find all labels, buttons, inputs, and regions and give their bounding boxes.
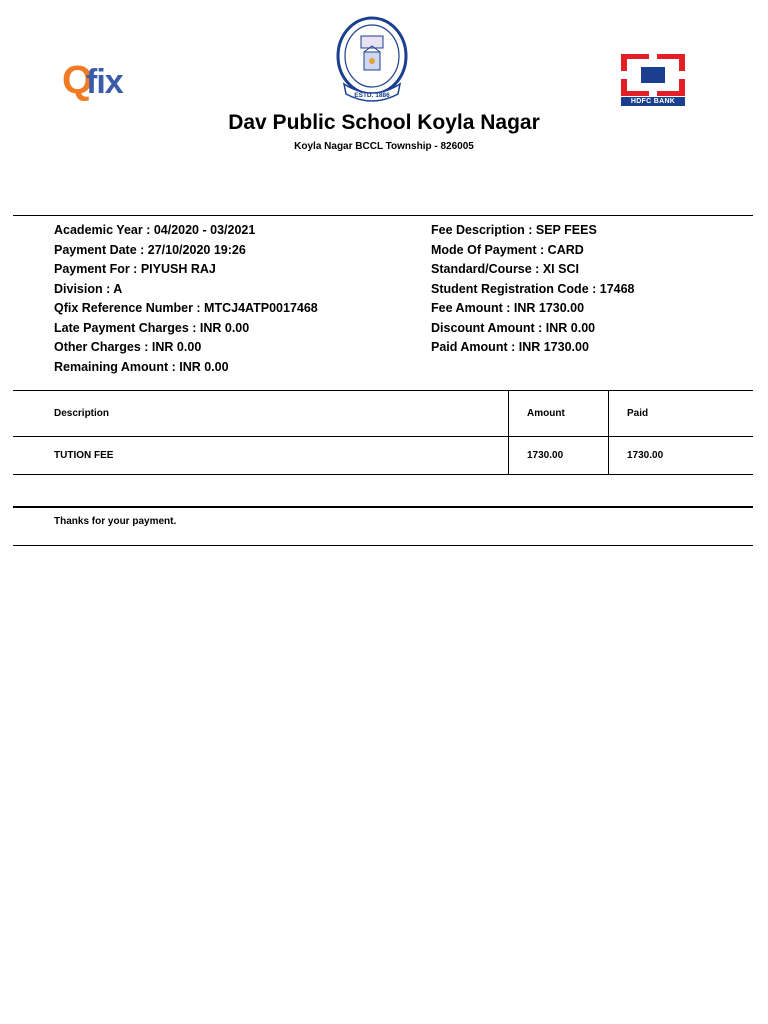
remaining-amount: Remaining Amount : INR 0.00 (54, 359, 229, 374)
mode-of-payment: Mode Of Payment : CARD (431, 242, 584, 257)
qfix-logo (62, 58, 142, 102)
hdfc-bank-label: HDFC BANK (621, 97, 685, 106)
standard-course: Standard/Course : XI SCI (431, 262, 579, 276)
late-payment-charges: Late Payment Charges : INR 0.00 (54, 320, 250, 335)
school-name: Dav Public School Koyla Nagar (228, 111, 540, 134)
table-header-row (13, 391, 753, 437)
school-crest-logo (334, 14, 410, 106)
school-address: Koyla Nagar BCCL Township - 826005 (294, 141, 474, 152)
payment-date: Payment Date : 27/10/2020 19:26 (54, 242, 246, 257)
payment-for: Payment For : PIYUSH RAJ (54, 262, 216, 276)
receipt-details-right (431, 222, 635, 359)
discount-amount: Discount Amount : INR 0.00 (431, 320, 596, 335)
divider-footer-top (13, 506, 753, 508)
fee-table (13, 390, 753, 475)
divider-top (13, 215, 753, 216)
fee-amount: Fee Amount : INR 1730.00 (431, 301, 585, 315)
receipt-details-left (54, 222, 318, 378)
cell-description: TUTION FEE (13, 437, 509, 475)
fee-description: Fee Description : SEP FEES (431, 223, 597, 237)
qfix-reference-number: Qfix Reference Number : MTCJ4ATP0017468 (54, 301, 318, 315)
other-charges: Other Charges : INR 0.00 (54, 340, 202, 354)
qfix-logo-q: Q (62, 58, 92, 102)
divider-footer-bottom (13, 545, 753, 546)
paid-amount: Paid Amount : INR 1730.00 (431, 340, 589, 354)
student-registration-code: Student Registration Code : 17468 (431, 281, 635, 296)
cell-amount: 1730.00 (509, 437, 609, 475)
column-header-amount: Amount (509, 391, 609, 437)
division: Division : A (54, 281, 123, 296)
thanks-message: Thanks for your payment. (54, 516, 177, 527)
cell-paid: 1730.00 (609, 437, 754, 475)
qfix-logo-text: fix (86, 63, 123, 101)
column-header-paid: Paid (609, 391, 754, 437)
hdfc-bank-logo (621, 54, 685, 108)
academic-year: Academic Year : 04/2020 - 03/2021 (54, 223, 256, 237)
table-row (13, 437, 753, 475)
crest-estd-text: ESTD. 1886 (354, 92, 390, 99)
column-header-description: Description (13, 391, 509, 437)
